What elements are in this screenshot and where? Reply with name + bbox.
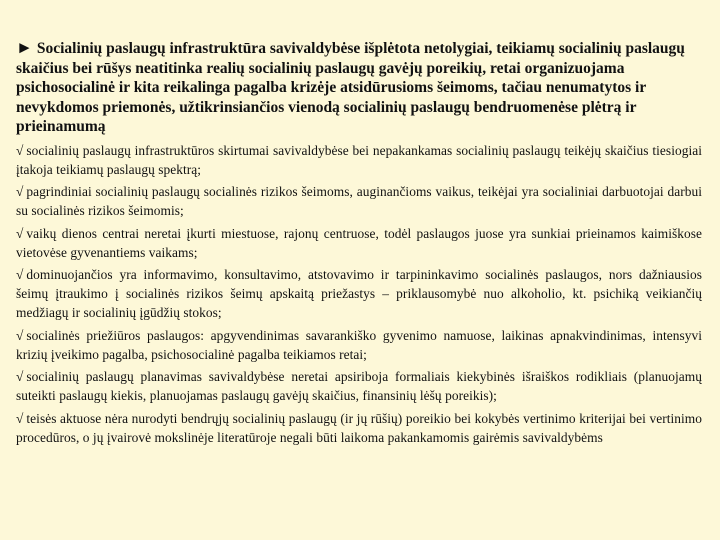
heading-text: Socialinių paslaugų infrastruktūra savivaldybėse išplėtota netolygiai, teikiamų socialinių paslaugų skaičius bei rūšys neatitinka realių socialinių paslaugų gavėjų poreikių, retai organizuojama psichosocialinė ir kita reikalinga pagalba krizėje atsidūrusioms šeimoms, tačiau nenumatytos ir nevykdomos priemonės, užtikrinsiančios vienodą socialinių paslaugų bendruomenėse plėtrą ir prieinamumą <box>16 40 685 136</box>
list-item <box>16 224 702 262</box>
checkmark-icon: √ <box>16 410 24 426</box>
bullet-text: socialinės priežiūros paslaugos: apgyvendinimas savarankiško gyvenimo namuose, laikinas apnakvindinimas, intensyvi krizių įveikimo pagalba, psichosocialinė pagalba teikiamos retai; <box>16 327 702 362</box>
bullet-text: socialinių paslaugų planavimas savivaldybėse neretai apsiriboja formaliais kiekybinės išraiškos rodikliais (planuojamų suteikti paslaugų kiekis, planuojamas paslaugų gavėjų skaičius, finansinių lėšų poreikis); <box>16 369 702 404</box>
slide-heading <box>16 38 702 137</box>
checkmark-icon: √ <box>16 184 24 200</box>
checkmark-icon: √ <box>16 267 24 283</box>
checkmark-icon: √ <box>16 327 24 343</box>
bullet-text: vaikų dienos centrai neretai įkurti miestuose, rajonų centruose, todėl paslaugos juose yra sunkiai prieinamos kaimiškose vietovėse gyvenantiems vaikams; <box>16 225 702 260</box>
slide-content <box>16 38 702 450</box>
list-item <box>16 265 702 322</box>
checkmark-icon: √ <box>16 369 24 385</box>
checkmark-icon: √ <box>16 225 24 241</box>
bullet-text: socialinių paslaugų infrastruktūros skirtumai savivaldybėse bei nepakankamas socialinių paslaugų teikėjų skaičius tiesiogiai įtakoja teikiamų paslaugų spektrą; <box>16 142 702 177</box>
list-item <box>16 409 702 447</box>
checkmark-icon: √ <box>16 142 24 158</box>
bullet-text: teisės aktuose nėra nurodyti bendrųjų socialinių paslaugų (ir jų rūšių) poreikio bei kokybės vertinimo kriterijai bei vertinimo procedūros, o jų įvairovė mokslinėje literatūroje negali būti laikoma pakankamomis gairėmis savivaldybėms <box>16 410 702 445</box>
list-item <box>16 182 702 220</box>
list-item <box>16 367 702 405</box>
list-item <box>16 326 702 364</box>
bullet-text: dominuojančios yra informavimo, konsultavimo, atstovavimo ir tarpininkavimo socialinės paslaugos, nors dažniausios šeimų įtraukimo į socialinės rizikos šeimų apskaitą priežastys – priklausomybė nuo alkoholio, kt. psichiką veikiančių medžiagų ir socialinių įgūdžių stokos; <box>16 267 702 321</box>
triangle-bullet-icon: ► <box>16 38 33 57</box>
list-item <box>16 141 702 179</box>
bullet-text: pagrindiniai socialinių paslaugų socialinės rizikos šeimoms, auginančioms vaikus, teikėjai yra socialiniai darbuotojai darbui su socialinės rizikos šeimomis; <box>16 184 702 219</box>
bullet-list <box>16 141 702 447</box>
